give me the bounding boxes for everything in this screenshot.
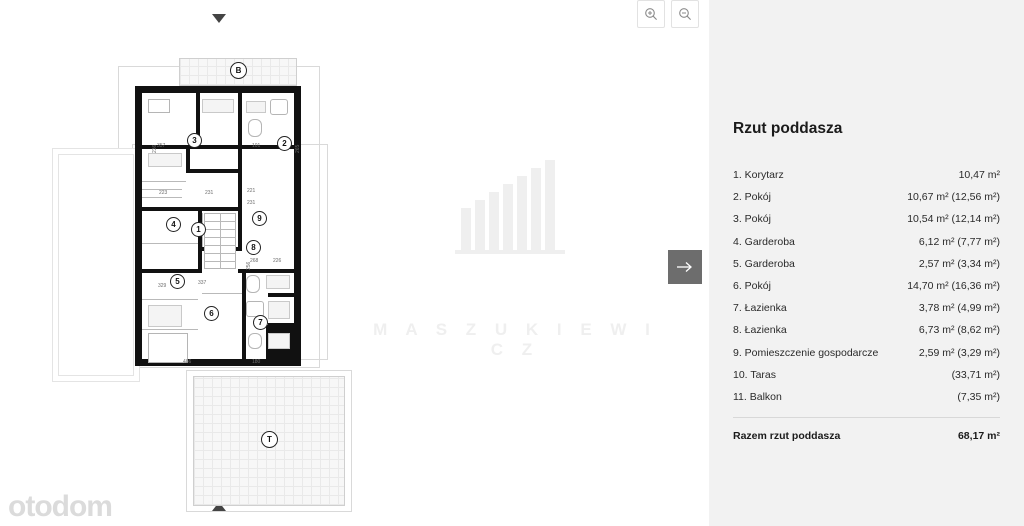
room-area: 10,67 m² (12,56 m²) xyxy=(907,191,1000,204)
zoom-out-icon xyxy=(678,7,692,21)
next-image-button[interactable] xyxy=(668,250,702,284)
room-area: (33,71 m²) xyxy=(951,368,1000,381)
room-area: 10,54 m² (12,14 m²) xyxy=(907,213,1000,226)
watermark-graphic xyxy=(455,150,585,280)
building-walls xyxy=(135,86,301,366)
room-area: 2,59 m² (3,29 m²) xyxy=(918,346,1000,359)
table-row xyxy=(733,297,1000,319)
room-marker-1: 1 xyxy=(191,222,206,237)
dim-label-vertical: 256 xyxy=(246,261,252,270)
room-name: 9. Pomieszczenie gospodarcze xyxy=(733,346,879,359)
table-row xyxy=(733,275,1000,297)
dim-label: 337 xyxy=(198,280,207,286)
dim-label: 466 xyxy=(183,359,192,365)
total-label: Razem rzut poddasza xyxy=(733,430,841,443)
dim-label: 221 xyxy=(247,188,256,194)
room-area: 14,70 m² (16,36 m²) xyxy=(907,280,1000,293)
watermark-text: M A S Z U K I E W I C Z xyxy=(373,320,657,359)
dim-label: 329 xyxy=(158,283,167,289)
floorplan-drawing xyxy=(40,18,380,518)
room-marker-11-balcony: B xyxy=(230,62,247,79)
table-row xyxy=(733,364,1000,386)
dim-label: 231 xyxy=(247,200,256,206)
room-area: 2,57 m² (3,34 m²) xyxy=(918,257,1000,270)
room-name: 8. Łazienka xyxy=(733,324,787,337)
dim-label: 226 xyxy=(273,258,282,264)
dim-label-vertical: 265 xyxy=(295,144,301,153)
dim-label: 357 xyxy=(157,143,166,149)
otodom-logo: otodom xyxy=(8,490,112,523)
room-area-table xyxy=(733,164,1000,408)
room-marker-3: 3 xyxy=(187,133,202,148)
plan-info-panel xyxy=(709,0,1024,526)
zoom-in-icon xyxy=(644,7,658,21)
room-marker-9: 9 xyxy=(252,211,267,226)
room-marker-5: 5 xyxy=(170,274,185,289)
dim-label: 268 xyxy=(250,258,259,264)
room-area: 6,73 m² (8,62 m²) xyxy=(918,324,1000,337)
room-marker-7: 7 xyxy=(253,315,268,330)
room-name: 7. Łazienka xyxy=(733,302,787,315)
table-row xyxy=(733,386,1000,408)
room-name: 3. Pokój xyxy=(733,213,771,226)
room-marker-2: 2 xyxy=(277,136,292,151)
zoom-out-button[interactable] xyxy=(671,0,699,28)
room-area: 6,12 m² (7,77 m²) xyxy=(918,235,1000,248)
table-row xyxy=(733,208,1000,230)
zoom-in-button[interactable] xyxy=(637,0,665,28)
room-name: 2. Pokój xyxy=(733,191,771,204)
room-name: 11. Balkon xyxy=(733,390,782,403)
page-title: Rzut poddasza xyxy=(733,120,843,137)
total-value: 68,17 m² xyxy=(957,430,1000,443)
room-area: 3,78 m² (4,99 m²) xyxy=(918,302,1000,315)
table-row xyxy=(733,186,1000,208)
room-area: 10,47 m² xyxy=(958,169,1000,182)
table-row xyxy=(733,253,1000,275)
room-name: 10. Taras xyxy=(733,368,776,381)
room-name: 6. Pokój xyxy=(733,280,771,293)
section-mark-top xyxy=(212,14,226,26)
room-marker-6: 6 xyxy=(204,306,219,321)
room-name: 5. Garderoba xyxy=(733,257,795,270)
room-marker-4: 4 xyxy=(166,217,181,232)
table-row xyxy=(733,231,1000,253)
table-row xyxy=(733,342,1000,364)
dim-label-vertical: 236 xyxy=(152,144,158,153)
table-row xyxy=(733,319,1000,341)
arrow-right-icon xyxy=(677,261,693,273)
room-marker-8: 8 xyxy=(246,240,261,255)
room-name: 1. Korytarz xyxy=(733,169,784,182)
zoom-controls xyxy=(637,0,699,28)
table-row xyxy=(733,164,1000,186)
dim-label: 180 xyxy=(252,359,261,365)
dim-label: 101 xyxy=(252,143,261,149)
total-row xyxy=(733,418,1000,442)
dim-label: 231 xyxy=(205,190,214,196)
room-area: (7,35 m²) xyxy=(957,390,1000,403)
room-name: 4. Garderoba xyxy=(733,235,795,248)
dim-label: 223 xyxy=(159,190,168,196)
room-marker-10-terrace: T xyxy=(261,431,278,448)
